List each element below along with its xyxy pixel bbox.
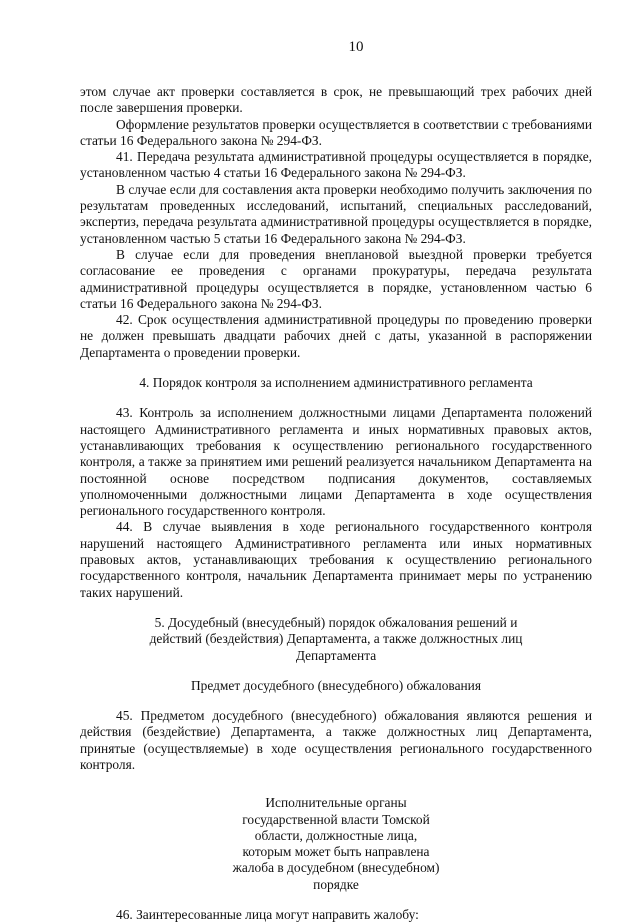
paragraph-46: 46. Заинтересованные лица могут направить жалобу: xyxy=(116,907,419,923)
paragraph-42: 42. Срок осуществления административной процедуры по проведению проверки не должен превышать двадцати рабочих дней с даты, указанной в распоряжении Департамента о проведении проверки. xyxy=(80,312,592,360)
paragraph-conclusions: В случае если для составления акта проверки необходимо получить заключения по результатам проведенных исследований, испытаний, специальных расследований, экспертиз, передача результата административной процедуры осуществляется в порядке, установленном частью 5 статьи 16 Федерального закона № 294-ФЗ. xyxy=(80,181,592,246)
section-heading-4: 4. Порядок контроля за исполнением административного регламента xyxy=(139,375,533,391)
paragraph-43: 43. Контроль за исполнением должностными лицами Департамента положений настоящего Административного регламента и иных нормативных правовых актов, устанавливающих требования к осуществлению регионального государственного контроля, а также за принятием ими решений реализуется начальником Департамента на постоянной основе посредством подписания документов, составляемых уполномоченными должностными лицами Департамента в ходе осуществления регионального государственного контроля. xyxy=(80,405,592,519)
paragraph-45: 45. Предметом досудебного (внесудебного) обжалования являются решения и действия (бездействие) Департамента, а также должностных лиц Департамента, принятые (осуществляемые) в ходе осуществления регионального государственного контроля. xyxy=(80,708,592,772)
paragraph-registration: Оформление результатов проверки осуществляется в соответствии с требованиями статьи 16 Федерального закона № 294-ФЗ. xyxy=(80,116,592,148)
document-body xyxy=(80,84,592,923)
page-number: 10 xyxy=(348,39,364,55)
section-heading-5: 5. Досудебный (внесудебный) порядок обжалования решений и действий (бездействия) Департамента, а также должностных лиц Департамента xyxy=(149,614,523,663)
paragraph-continuation: этом случае акт проверки составляется в срок, не превышающий трех рабочих дней после завершения проверки. xyxy=(80,84,592,116)
paragraph-44: 44. В случае выявления в ходе регионального государственного контроля нарушений настоящего Административного регламента или иных нормативных правовых актов, устанавливающих требования к осуществлению регионального государственного контроля, начальник Департамента принимает меры по устранению таких нарушений. xyxy=(80,519,592,600)
paragraph-41: 41. Передача результата административной процедуры осуществляется в порядке, установленном частью 4 статьи 16 Федерального закона № 294-ФЗ. xyxy=(80,149,592,181)
subheading-authorities: Исполнительные органы государственной власти Томской области, должностные лица, которым может быть направлена жалоба в досудебном (внесудебном) порядке xyxy=(232,795,440,892)
subheading-appeal-subject: Предмет досудебного (внесудебного) обжалования xyxy=(190,677,482,693)
paragraph-prosecutor: В случае если для проведения внеплановой выездной проверки требуется согласование ее проведения с органами прокуратуры, передача результата административной процедуры осуществляется в порядке, установленном частью 6 статьи 16 Федерального закона № 294-ФЗ. xyxy=(80,246,592,311)
